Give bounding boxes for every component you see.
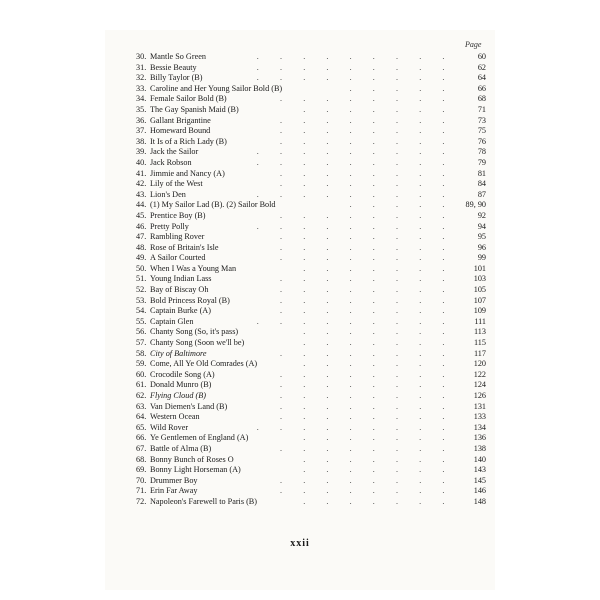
dot-leader: . . . . . . . . (280, 486, 454, 496)
entry-number: 58. (136, 348, 147, 358)
entry-number: 55. (136, 316, 147, 326)
entry-page-number: 78 (477, 147, 486, 157)
dot-leader: . . . . . . . . . (256, 147, 454, 157)
dot-leader: . . . . . . . . (280, 412, 454, 422)
entry-title: Bessie Beauty (150, 62, 197, 72)
dot-leader: . . . . . . . . (280, 348, 454, 358)
dot-leader: . . . . . . . . . (256, 189, 454, 199)
entry-number: 57. (136, 338, 147, 348)
entry-page-number: 145 (473, 475, 486, 485)
dot-leader: . . . . . . . . . (256, 157, 454, 167)
entry-number: 37. (136, 126, 147, 136)
entry-number: 52. (136, 285, 147, 295)
entry-title: Bold Princess Royal (B) (150, 295, 230, 305)
entry-title: City of Baltimore (150, 348, 207, 358)
entry-page-number: 103 (473, 274, 486, 284)
entry-number: 64. (136, 412, 147, 422)
entry-title: Donald Munro (B) (150, 380, 212, 390)
dot-leader: . . . . . . . . (280, 295, 454, 305)
toc-entry (136, 94, 486, 105)
toc-entry (136, 455, 486, 466)
toc-entry (136, 359, 486, 370)
entry-page-number: 131 (473, 401, 486, 411)
dot-leader: . . . . . . . (303, 496, 454, 506)
entry-page-number: 73 (477, 115, 486, 125)
entry-page-number: 71 (477, 104, 486, 114)
dot-leader: . . . . . (349, 200, 454, 210)
toc-entry (136, 200, 486, 211)
entry-page-number: 111 (474, 316, 486, 326)
entry-page-number: 84 (477, 179, 486, 189)
entry-title: Come, All Ye Old Comrades (A) (150, 359, 258, 369)
entry-page-number: 113 (474, 327, 486, 337)
dot-leader: . . . . . . . . . (256, 73, 454, 83)
entry-page-number: 62 (477, 62, 486, 72)
dot-leader: . . . . . . . . (280, 306, 454, 316)
entry-page-number: 96 (477, 242, 486, 252)
table-of-contents (136, 52, 486, 508)
entry-number: 42. (136, 179, 147, 189)
page-column-header: Page (465, 40, 482, 49)
toc-entry (136, 327, 486, 338)
dot-leader: . . . . . . . (303, 465, 454, 475)
entry-page-number: 138 (473, 443, 486, 453)
entry-page-number: 115 (474, 338, 486, 348)
entry-title: Rambling Rover (150, 232, 205, 242)
toc-entry (136, 253, 486, 264)
dot-leader: . . . . . . . . (280, 369, 454, 379)
entry-page-number: 107 (473, 295, 486, 305)
dot-leader: . . . . . . . . (280, 274, 454, 284)
entry-title: It Is of a Rich Lady (B) (150, 136, 227, 146)
entry-number: 50. (136, 263, 147, 273)
entry-page-number: 122 (473, 369, 486, 379)
toc-entry (136, 84, 486, 95)
dot-leader: . . . . . . . (303, 104, 454, 114)
dot-leader: . . . . . . . . (280, 285, 454, 295)
entry-page-number: 66 (477, 83, 486, 93)
dot-leader: . . . . . . . . (280, 115, 454, 125)
dot-leader: . . . . . . . (303, 263, 454, 273)
entry-page-number: 81 (477, 168, 486, 178)
entry-number: 53. (136, 295, 147, 305)
entry-title: Lily of the West (150, 179, 203, 189)
entry-title: Captain Glen (150, 316, 194, 326)
toc-entry (136, 338, 486, 349)
dot-leader: . . . . . . . . (280, 210, 454, 220)
toc-entry (136, 349, 486, 360)
entry-number: 65. (136, 422, 147, 432)
entry-number: 69. (136, 465, 147, 475)
entry-number: 62. (136, 391, 147, 400)
entry-title: Western Ocean (150, 412, 200, 422)
entry-page-number: 126 (473, 391, 486, 400)
entry-page-number: 68 (477, 94, 486, 104)
entry-title: Chanty Song (So, it's pass) (150, 327, 239, 337)
toc-entry (136, 63, 486, 74)
dot-leader: . . . . . . . . . (256, 422, 454, 432)
entry-title: Chanty Song (Soon we'll be) (150, 338, 245, 348)
dot-leader: . . . . . . . (303, 327, 454, 337)
toc-entry (136, 232, 486, 243)
entry-title: Erin Far Away (150, 486, 198, 496)
entry-page-number: 105 (473, 285, 486, 295)
toc-entry (136, 190, 486, 201)
entry-title: Captain Burke (A) (150, 306, 211, 316)
entry-title: Prentice Boy (B) (150, 210, 206, 220)
toc-entry (136, 296, 486, 307)
dot-leader: . . . . . . . (303, 454, 454, 464)
entry-number: 66. (136, 433, 147, 443)
dot-leader: . . . . . . . . (280, 253, 454, 263)
dot-leader: . . . . . . . . (280, 126, 454, 136)
entry-title: (1) My Sailor Lad (B). (2) Sailor Bold (150, 200, 276, 210)
entry-title: Crocodile Song (A) (150, 369, 215, 379)
toc-entry (136, 116, 486, 127)
entry-page-number: 99 (477, 253, 486, 263)
entry-number: 71. (136, 486, 147, 496)
entry-title: Napoleon's Farewell to Paris (B) (150, 496, 257, 506)
entry-number: 34. (136, 94, 147, 104)
dot-leader: . . . . . . . . (280, 242, 454, 252)
entry-page-number: 87 (477, 189, 486, 199)
entry-number: 33. (136, 83, 147, 93)
toc-entry (136, 222, 486, 233)
toc-entry (136, 402, 486, 413)
entry-title: Billy Taylor (B) (150, 73, 203, 83)
toc-entry (136, 179, 486, 190)
entry-title: A Sailor Courted (150, 253, 206, 263)
toc-entry (136, 264, 486, 275)
entry-page-number: 120 (473, 359, 486, 369)
toc-entry (136, 169, 486, 180)
entry-page-number: 140 (473, 454, 486, 464)
entry-title: Jimmie and Nancy (A) (150, 168, 225, 178)
dot-leader: . . . . . . . . (280, 168, 454, 178)
entry-number: 46. (136, 221, 147, 231)
entry-title: Ye Gentlemen of England (A) (150, 433, 249, 443)
dot-leader: . . . . . . . . (280, 391, 454, 400)
toc-entry (136, 211, 486, 222)
entry-title: Rose of Britain's Isle (150, 242, 219, 252)
entry-number: 45. (136, 210, 147, 220)
dot-leader: . . . . . . . . . (256, 52, 454, 61)
dot-leader: . . . . . . . . (280, 475, 454, 485)
entry-title: Gallant Brigantine (150, 115, 211, 125)
entry-page-number: 124 (473, 380, 486, 390)
dot-leader: . . . . . . . . . (256, 316, 454, 326)
entry-title: Jack the Sailor (150, 147, 199, 157)
entry-page-number: 89, 90 (465, 200, 486, 210)
entry-page-number: 60 (477, 52, 486, 61)
dot-leader: . . . . . . . . (280, 94, 454, 104)
entry-title: Bonny Bunch of Roses O (150, 454, 234, 464)
entry-page-number: 75 (477, 126, 486, 136)
dot-leader: . . . . . . . . (280, 401, 454, 411)
entry-number: 39. (136, 147, 147, 157)
entry-number: 41. (136, 168, 147, 178)
toc-entry (136, 317, 486, 328)
entry-page-number: 79 (477, 157, 486, 167)
toc-entry (136, 137, 486, 148)
dot-leader: . . . . . . . . (280, 232, 454, 242)
dot-leader: . . . . . . . (303, 359, 454, 369)
toc-entry (136, 497, 486, 508)
entry-page-number: 136 (473, 433, 486, 443)
entry-title: When I Was a Young Man (150, 263, 237, 273)
entry-number: 61. (136, 380, 147, 390)
toc-entry (136, 274, 486, 285)
entry-title: Drummer Boy (150, 475, 198, 485)
entry-number: 63. (136, 401, 147, 411)
entry-number: 47. (136, 232, 147, 242)
entry-title: Battle of Alma (B) (150, 443, 212, 453)
toc-entry (136, 476, 486, 487)
entry-title: Homeward Bound (150, 126, 211, 136)
entry-title: Flying Cloud (B) (150, 391, 206, 400)
entry-title: Bay of Biscay Oh (150, 285, 209, 295)
entry-title: Wild Rover (150, 422, 189, 432)
entry-number: 60. (136, 369, 147, 379)
entry-page-number: 94 (477, 221, 486, 231)
toc-entry (136, 285, 486, 296)
entry-number: 35. (136, 104, 147, 114)
toc-entry (136, 306, 486, 317)
page-number: xxii (290, 538, 310, 549)
dot-leader: . . . . . . . . (280, 380, 454, 390)
entry-page-number: 109 (473, 306, 486, 316)
dot-leader: . . . . . . . . (280, 443, 454, 453)
dot-leader: . . . . . . . . (280, 179, 454, 189)
entry-number: 54. (136, 306, 147, 316)
toc-entry (136, 73, 486, 84)
toc-entry (136, 158, 486, 169)
entry-number: 49. (136, 253, 147, 263)
entry-number: 32. (136, 73, 147, 83)
toc-entry (136, 370, 486, 381)
entry-page-number: 92 (477, 210, 486, 220)
entry-title: Bonny Light Horseman (A) (150, 465, 241, 475)
entry-number: 43. (136, 189, 147, 199)
entry-number: 67. (136, 443, 147, 453)
entry-number: 31. (136, 62, 147, 72)
toc-entry (136, 105, 486, 116)
entry-page-number: 148 (473, 496, 486, 506)
entry-number: 56. (136, 327, 147, 337)
entry-title: Young Indian Lass (150, 274, 212, 284)
entry-title: Caroline and Her Young Sailor Bold (B) (150, 83, 283, 93)
entry-number: 59. (136, 359, 147, 369)
toc-entry (136, 433, 486, 444)
entry-page-number: 134 (473, 422, 486, 432)
entry-page-number: 117 (474, 348, 486, 358)
entry-page-number: 143 (473, 465, 486, 475)
entry-title: Lion's Den (150, 189, 186, 199)
toc-entry (136, 391, 486, 402)
dot-leader: . . . . . . . (303, 338, 454, 348)
entry-number: 68. (136, 454, 147, 464)
entry-number: 44. (136, 200, 147, 210)
entry-page-number: 146 (473, 486, 486, 496)
toc-entry (136, 147, 486, 158)
entry-page-number: 64 (477, 73, 486, 83)
toc-entry (136, 52, 486, 63)
entry-title: Van Diemen's Land (B) (150, 401, 228, 411)
toc-entry (136, 486, 486, 497)
toc-entry (136, 412, 486, 423)
entry-number: 72. (136, 496, 147, 506)
entry-page-number: 76 (477, 136, 486, 146)
dot-leader: . . . . . (349, 83, 454, 93)
entry-number: 30. (136, 52, 147, 61)
toc-entry (136, 465, 486, 476)
entry-number: 48. (136, 242, 147, 252)
entry-page-number: 101 (473, 263, 486, 273)
dot-leader: . . . . . . . . . (256, 221, 454, 231)
entry-title: Jack Robson (150, 157, 192, 167)
entry-page-number: 133 (473, 412, 486, 422)
entry-title: The Gay Spanish Maid (B) (150, 104, 239, 114)
dot-leader: . . . . . . . (303, 433, 454, 443)
entry-page-number: 95 (477, 232, 486, 242)
dot-leader: . . . . . . . . . (256, 62, 454, 72)
entry-number: 51. (136, 274, 147, 284)
entry-title: Female Sailor Bold (B) (150, 94, 227, 104)
toc-entry (136, 126, 486, 137)
entry-number: 38. (136, 136, 147, 146)
entry-title: Pretty Polly (150, 221, 189, 231)
toc-entry (136, 423, 486, 434)
dot-leader: . . . . . . . . (280, 136, 454, 146)
entry-title: Mantle So Green (150, 52, 206, 61)
entry-number: 70. (136, 475, 147, 485)
entry-number: 40. (136, 157, 147, 167)
entry-number: 36. (136, 115, 147, 125)
toc-entry (136, 444, 486, 455)
toc-entry (136, 243, 486, 254)
toc-entry (136, 380, 486, 391)
